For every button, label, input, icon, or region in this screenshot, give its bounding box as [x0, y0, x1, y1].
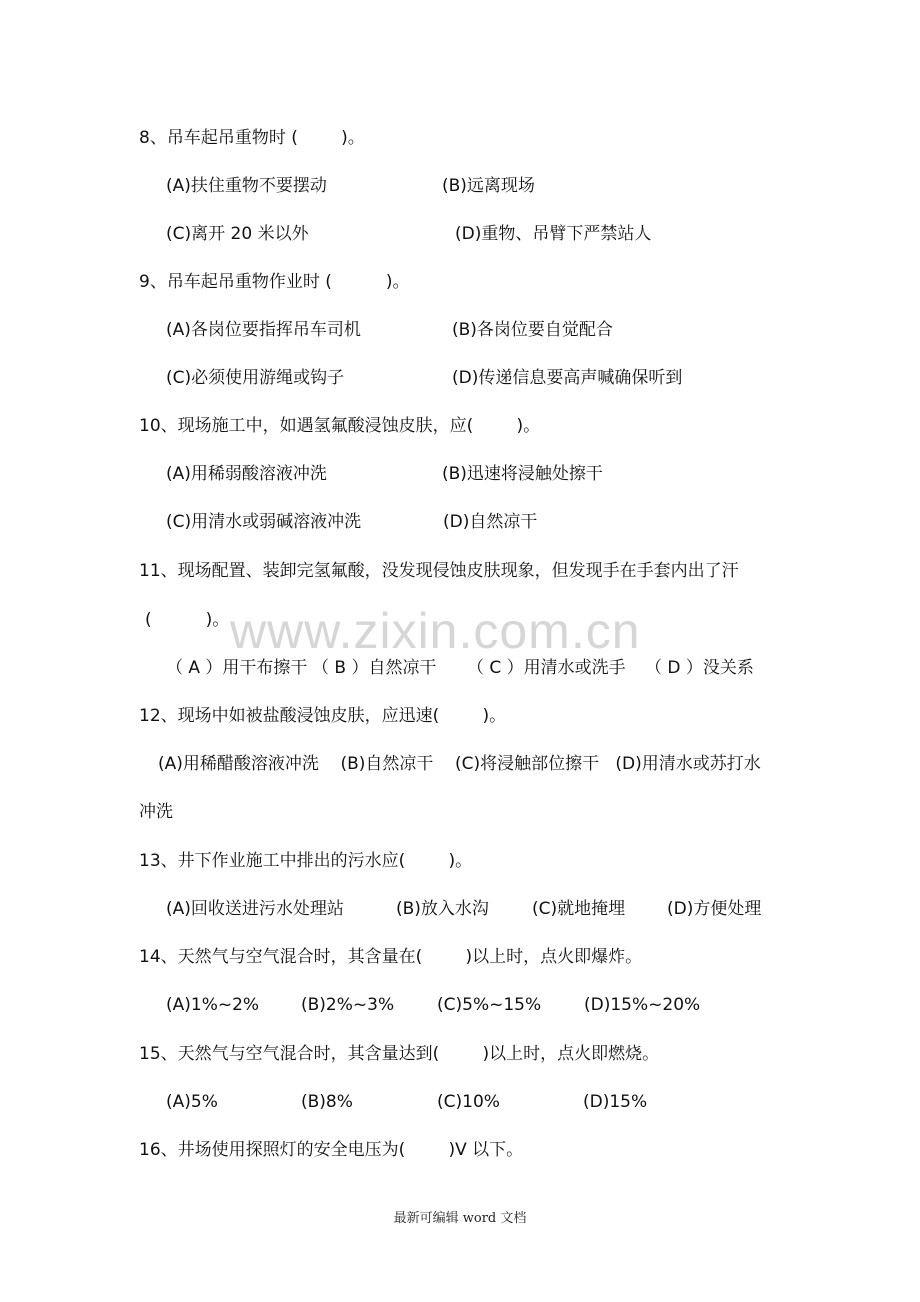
question-8-option-b: (B)远离现场 [442, 176, 535, 196]
question-16-stem: 16、井场使用探照灯的安全电压为( )V 以下。 [139, 1140, 524, 1160]
question-10-option-d: (D)自然凉干 [443, 512, 538, 532]
question-9-stem: 9、吊车起吊重物作业时 ( )。 [139, 272, 410, 292]
question-12-stem: 12、现场中如被盐酸浸蚀皮肤，应迅速( )。 [139, 706, 507, 726]
question-11-option-a: （ A ）用干布擦干 [166, 658, 308, 678]
question-15-option-b: (B)8% [301, 1092, 353, 1112]
question-9-option-a: (A)各岗位要指挥吊车司机 [166, 320, 361, 340]
watermark: www.zixin.com.cn [230, 603, 641, 659]
page-footer: 最新可编辑 word 文档 [393, 1211, 527, 1226]
question-14-option-d: (D)15%~20% [584, 995, 701, 1015]
question-13-option-c: (C)就地掩埋 [532, 899, 626, 919]
question-12-options-continued: 冲洗 [139, 802, 173, 822]
question-11-stem: 11、现场配置、装卸完氢氟酸，没发现侵蚀皮肤现象，但发现手在手套内出了汗 [139, 561, 739, 581]
question-8-option-a: (A)扶住重物不要摆动 [166, 176, 327, 196]
question-8-option-d: (D)重物、吊臂下严禁站人 [455, 224, 652, 244]
question-9-option-c: (C)必须使用游绳或钩子 [166, 368, 345, 388]
question-14-stem: 14、天然气与空气混合时，其含量在( )以上时，点火即爆炸。 [139, 947, 643, 967]
question-8-stem: 8、吊车起吊重物时 ( )。 [139, 128, 365, 148]
question-10-stem: 10、现场施工中，如遇氢氟酸浸蚀皮肤，应( )。 [139, 416, 541, 436]
question-13-stem: 13、井下作业施工中排出的污水应( )。 [139, 851, 473, 871]
question-14-option-b: (B)2%~3% [301, 995, 395, 1015]
question-13-option-d: (D)方便处理 [667, 899, 762, 919]
question-15-option-c: (C)10% [437, 1092, 500, 1112]
question-14-option-a: (A)1%~2% [166, 995, 260, 1015]
question-11-stem-continued: ( )。 [145, 610, 230, 630]
question-10-option-a: (A)用稀弱酸溶液冲洗 [166, 464, 327, 484]
question-10-option-c: (C)用清水或弱碱溶液冲洗 [166, 512, 362, 532]
question-13-option-b: (B)放入水沟 [396, 899, 489, 919]
question-11-option-c: （ C ）用清水或洗手 [467, 658, 626, 678]
question-10-option-b: (B)迅速将浸触处擦干 [442, 464, 603, 484]
question-8-option-c: (C)离开 20 米以外 [166, 224, 309, 244]
question-15-option-a: (A)5% [166, 1092, 218, 1112]
question-11-option-d: （ D ）没关系 [645, 658, 754, 678]
question-15-option-d: (D)15% [583, 1092, 648, 1112]
question-13-option-a: (A)回收送进污水处理站 [166, 899, 344, 919]
question-11-option-b: （ B ）自然凉干 [312, 658, 437, 678]
question-9-option-b: (B)各岗位要自觉配合 [452, 320, 613, 340]
question-15-stem: 15、天然气与空气混合时，其含量达到( )以上时，点火即燃烧。 [139, 1044, 660, 1064]
question-14-option-c: (C)5%~15% [437, 995, 542, 1015]
question-9-option-d: (D)传递信息要高声喊确保听到 [452, 368, 683, 388]
question-12-options: (A)用稀醋酸溶液冲洗 (B)自然凉干 (C)将浸触部位擦干 (D)用清水或苏打水 [158, 754, 761, 774]
